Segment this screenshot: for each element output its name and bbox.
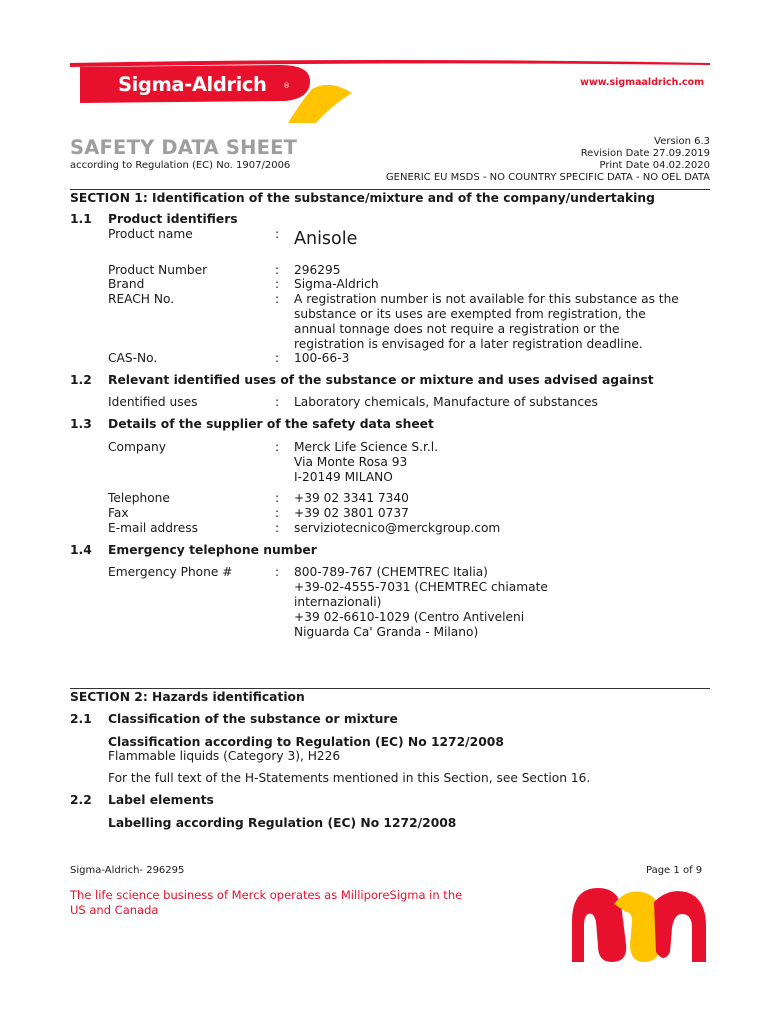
reach-value bbox=[294, 292, 679, 352]
subsection-title: Product identifiers bbox=[108, 212, 238, 226]
email-value[interactable]: serviziotecnico@merckgroup.com bbox=[294, 521, 501, 535]
colon: : bbox=[275, 351, 280, 365]
subsection-title: Relevant identified uses of the substance or mixture and uses advised against bbox=[108, 373, 654, 387]
brand-logo-text: Sigma-Aldrich bbox=[118, 73, 267, 96]
company-line: Via Monte Rosa 93 bbox=[294, 455, 408, 469]
company-value bbox=[294, 440, 438, 485]
telephone-label: Telephone bbox=[108, 491, 170, 505]
reach-line: registration is envisaged for a later registration deadline. bbox=[294, 337, 643, 351]
subsection-number: 2.2 bbox=[70, 793, 92, 807]
emergency-phone-value bbox=[294, 565, 548, 640]
company-line: Merck Life Science S.r.l. bbox=[294, 440, 438, 454]
website-link[interactable]: www.sigmaaldrich.com bbox=[580, 77, 704, 88]
emergency-phone-label: Emergency Phone # bbox=[108, 565, 233, 579]
page-indicator bbox=[646, 865, 702, 876]
h-statement-note: For the full text of the H-Statements mentioned in this Section, see Section 16. bbox=[108, 771, 591, 785]
colon: : bbox=[275, 263, 280, 277]
colon: : bbox=[275, 277, 280, 291]
telephone-value: +39 02 3341 7340 bbox=[294, 491, 409, 505]
document-title: SAFETY DATA SHEET bbox=[70, 136, 298, 159]
email-label: E-mail address bbox=[108, 521, 198, 535]
subsection-number: 1.3 bbox=[70, 417, 92, 431]
reach-line: A registration number is not available for this substance as the bbox=[294, 292, 679, 306]
subsection-title: Emergency telephone number bbox=[108, 543, 317, 557]
colon: : bbox=[275, 440, 280, 454]
reach-line: annual tonnage does not require a registration or the bbox=[294, 322, 620, 336]
generic-notice: GENERIC EU MSDS - NO COUNTRY SPECIFIC DATA - NO OEL DATA bbox=[385, 172, 710, 183]
fax-value: +39 02 3801 0737 bbox=[294, 506, 409, 520]
classification-value: Flammable liquids (Category 3), H226 bbox=[108, 749, 341, 763]
registered-mark: ® bbox=[283, 82, 290, 90]
colon: : bbox=[275, 395, 280, 409]
page-label: Page bbox=[646, 865, 671, 876]
divider bbox=[70, 189, 710, 190]
print-date: Print Date 04.02.2020 bbox=[599, 160, 710, 171]
cas-label: CAS-No. bbox=[108, 351, 158, 365]
page-current: 1 bbox=[673, 865, 680, 876]
document-subtitle: according to Regulation (EC) No. 1907/2006 bbox=[70, 160, 291, 171]
subsection-number: 1.1 bbox=[70, 212, 92, 226]
merck-footer-note: The life science business of Merck operates as MilliporeSigma in the US and Canada bbox=[70, 888, 463, 917]
colon: : bbox=[275, 565, 280, 579]
footer-document-id: Sigma-Aldrich- 296295 bbox=[70, 865, 185, 876]
reach-label: REACH No. bbox=[108, 292, 175, 306]
company-label: Company bbox=[108, 440, 166, 454]
colon: : bbox=[275, 521, 280, 535]
emergency-line: Niguarda Ca' Granda - Milano) bbox=[294, 625, 479, 639]
brand-label: Brand bbox=[108, 277, 145, 291]
reach-line: substance or its uses are exempted from registration, the bbox=[294, 307, 646, 321]
merck-logo-icon bbox=[568, 882, 710, 968]
subsection-number: 1.2 bbox=[70, 373, 92, 387]
emergency-line: 800-789-767 (CHEMTREC Italia) bbox=[294, 565, 488, 579]
colon: : bbox=[275, 506, 280, 520]
identified-uses-value: Laboratory chemicals, Manufacture of substances bbox=[294, 395, 598, 409]
emergency-line: +39-02-4555-7031 (CHEMTREC chiamate bbox=[294, 580, 548, 594]
subsection-title: Details of the supplier of the safety data sheet bbox=[108, 417, 434, 431]
product-name-value: Anisole bbox=[294, 229, 358, 249]
brand-value: Sigma-Aldrich bbox=[294, 277, 379, 291]
company-line: I-20149 MILANO bbox=[294, 470, 393, 484]
classification-regulation-title: Classification according to Regulation (EC) No 1272/2008 bbox=[108, 735, 504, 749]
colon: : bbox=[275, 491, 280, 505]
divider bbox=[70, 688, 710, 689]
colon: : bbox=[275, 292, 280, 306]
subsection-number: 1.4 bbox=[70, 543, 92, 557]
colon: : bbox=[275, 227, 280, 241]
subsection-title: Label elements bbox=[108, 793, 214, 807]
version-text: Version 6.3 bbox=[654, 136, 710, 147]
page-of: of bbox=[682, 865, 693, 876]
section-1-heading: SECTION 1: Identification of the substance/mixture and of the company/undertaking bbox=[70, 191, 655, 205]
subsection-number: 2.1 bbox=[70, 712, 92, 726]
product-name-label: Product name bbox=[108, 227, 193, 241]
product-number-value: 296295 bbox=[294, 263, 341, 277]
identified-uses-label: Identified uses bbox=[108, 395, 198, 409]
cas-value: 100-66-3 bbox=[294, 351, 350, 365]
emergency-line: +39 02-6610-1029 (Centro Antiveleni bbox=[294, 610, 525, 624]
fax-label: Fax bbox=[108, 506, 129, 520]
subsection-title: Classification of the substance or mixture bbox=[108, 712, 398, 726]
product-number-label: Product Number bbox=[108, 263, 208, 277]
labelling-regulation-title: Labelling according Regulation (EC) No 1272/2008 bbox=[108, 816, 457, 830]
page-total: 9 bbox=[695, 865, 703, 876]
section-2-heading: SECTION 2: Hazards identification bbox=[70, 690, 305, 704]
emergency-line: internazionali) bbox=[294, 595, 382, 609]
revision-date: Revision Date 27.09.2019 bbox=[580, 148, 710, 159]
